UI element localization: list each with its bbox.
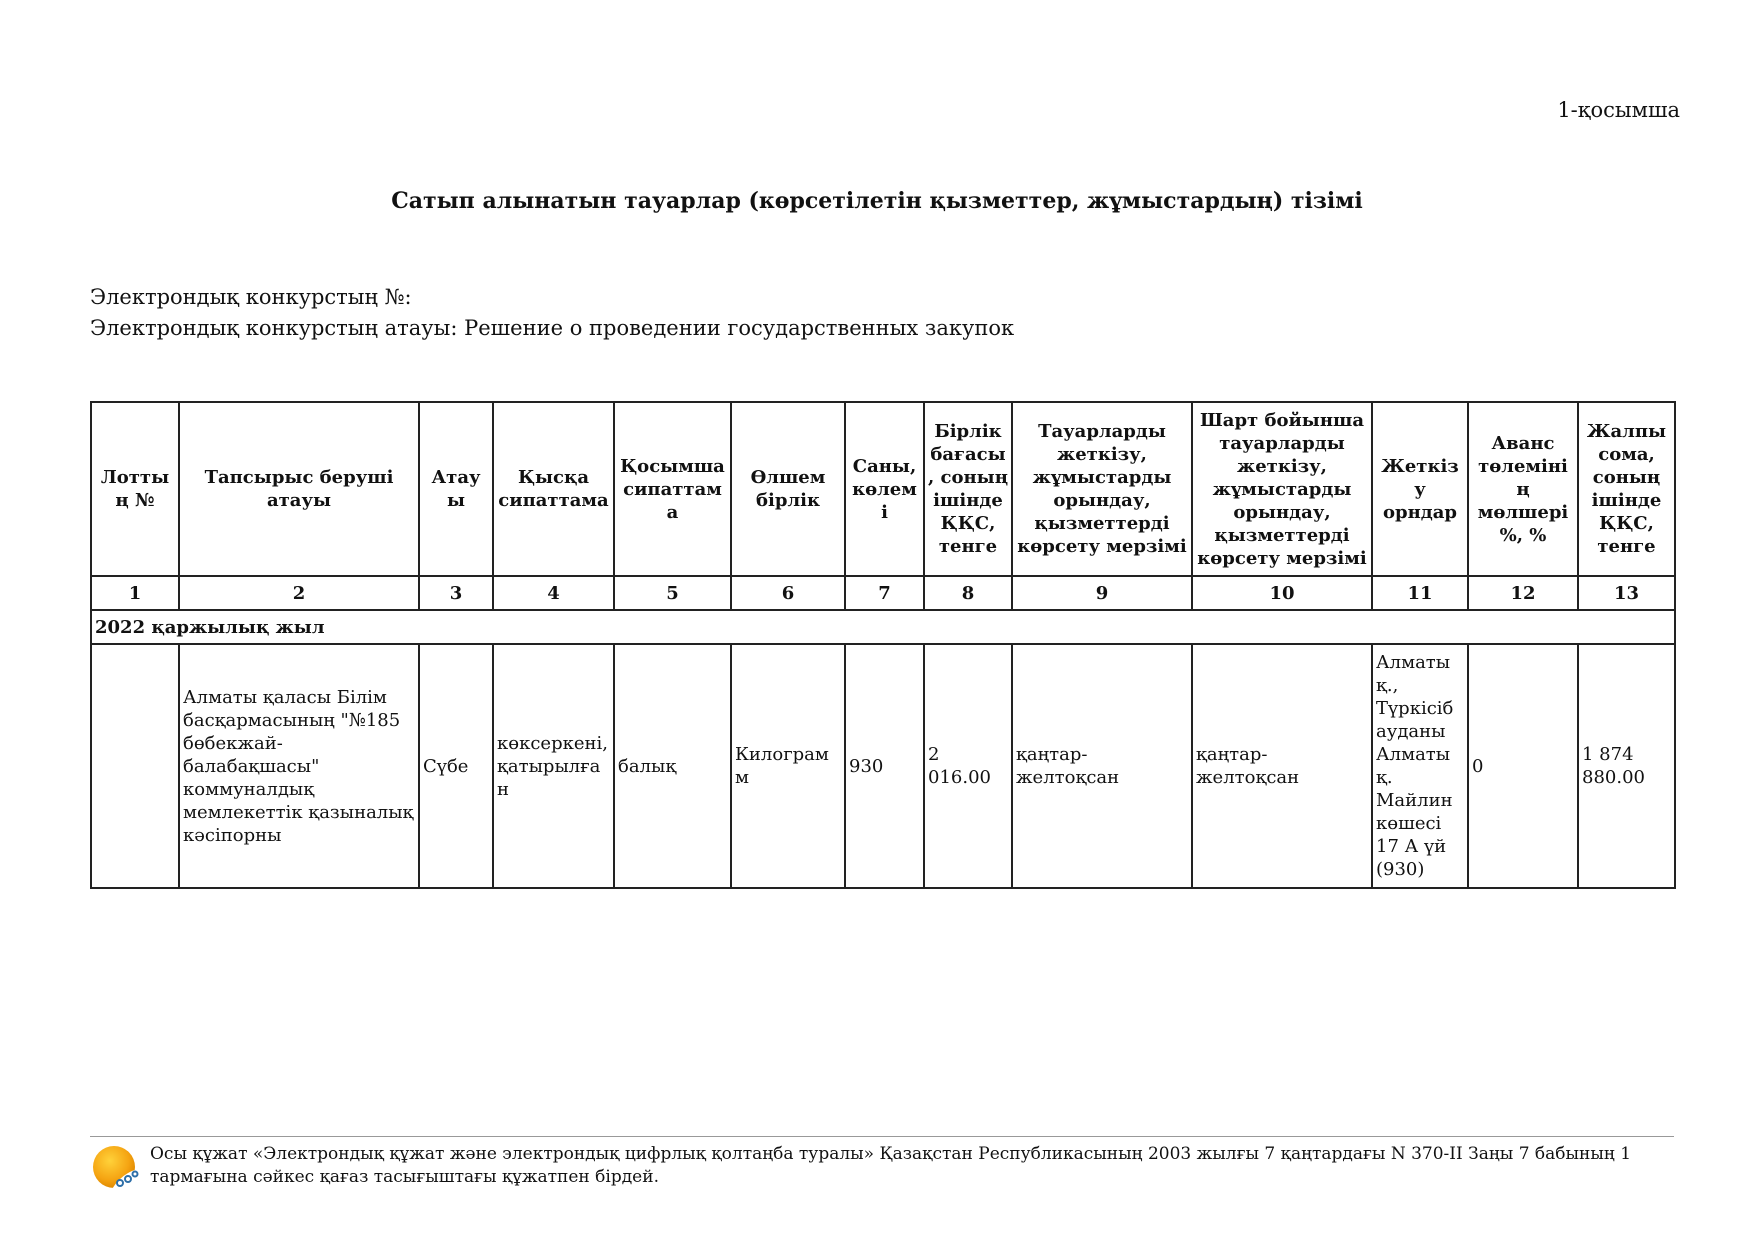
header-row xyxy=(91,402,1675,576)
header-unit-price: Бірлік бағасы, соның ішінде ҚҚС, тенге xyxy=(924,402,1012,576)
fiscal-year-label: 2022 қаржылық жыл xyxy=(91,610,1675,644)
column-number: 5 xyxy=(614,576,731,610)
cell-delivery-term: қаңтар-желтоқсан xyxy=(1012,644,1192,888)
header-qty: Саны, көлемі xyxy=(845,402,924,576)
column-number: 4 xyxy=(493,576,614,610)
footer xyxy=(90,1136,1674,1187)
goods-table xyxy=(90,401,1676,889)
column-number: 8 xyxy=(924,576,1012,610)
header-customer: Тапсырыс беруші атауы xyxy=(179,402,419,576)
contest-name: Электрондық конкурстың атауы: Решение о проведении государственных закупок xyxy=(90,316,1015,340)
table-row xyxy=(91,644,1675,888)
footer-disclaimer: Осы құжат «Электрондық құжат және электрондық цифрлық қолтаңба туралы» Қазақстан Республикасының 2003 жылғы 7 қаңтардағы N 370-II Заңы 7 бабының 1 тармағына сәйкес қағаз тасығыштағы құжатпен бірдей. xyxy=(150,1144,1632,1187)
cell-unit-price: 2 016.00 xyxy=(924,644,1012,888)
header-unit: Өлшем бірлік xyxy=(731,402,845,576)
header-lot-no: Лоттың № xyxy=(91,402,179,576)
cell-unit: Килограмм xyxy=(731,644,845,888)
appendix-label: 1-қосымша xyxy=(1557,98,1680,122)
cell-customer: Алматы қаласы Білім басқармасының "№185 бөбекжай-балабақшасы" коммуналдық мемлекеттік қазыналық кәсіпорны xyxy=(179,644,419,888)
column-number: 3 xyxy=(419,576,493,610)
egov-sun-logo-icon xyxy=(92,1143,140,1191)
column-number: 10 xyxy=(1192,576,1372,610)
column-number: 6 xyxy=(731,576,845,610)
cell-place: Алматы қ., Түркісіб ауданы Алматы қ. Майлин көшесі 17 А үй (930) xyxy=(1372,644,1468,888)
header-delivery-term: Тауарларды жеткізу, жұмыстарды орындау, қызметтерді көрсету мерзімі xyxy=(1012,402,1192,576)
cell-short-desc: көксеркені, қатырылған xyxy=(493,644,614,888)
contest-number: Электрондық конкурстың №: xyxy=(90,285,412,309)
cell-total: 1 874 880.00 xyxy=(1578,644,1675,888)
header-contract-term: Шарт бойынша тауарларды жеткізу, жұмыстарды орындау, қызметтерді көрсету мерзімі xyxy=(1192,402,1372,576)
column-number: 13 xyxy=(1578,576,1675,610)
cell-name: Сүбе xyxy=(419,644,493,888)
cell-lot-no xyxy=(91,644,179,888)
cell-advance: 0 xyxy=(1468,644,1578,888)
column-number: 1 xyxy=(91,576,179,610)
column-number: 2 xyxy=(179,576,419,610)
column-number: 11 xyxy=(1372,576,1468,610)
document-title: Сатып алынатын тауарлар (көрсетілетін қызметтер, жұмыстардың) тізімі xyxy=(391,188,1363,214)
column-number-row xyxy=(91,576,1675,610)
header-advance: Аванс төлемінің мөлшері %, % xyxy=(1468,402,1578,576)
column-number: 9 xyxy=(1012,576,1192,610)
header-extra-desc: Қосымша сипаттама xyxy=(614,402,731,576)
cell-qty: 930 xyxy=(845,644,924,888)
contest-info xyxy=(90,282,1014,344)
cell-extra-desc: балық xyxy=(614,644,731,888)
cell-contract-term: қаңтар-желтоқсан xyxy=(1192,644,1372,888)
header-name: Атауы xyxy=(419,402,493,576)
year-row xyxy=(91,610,1675,644)
column-number: 12 xyxy=(1468,576,1578,610)
header-place: Жеткізу орндар xyxy=(1372,402,1468,576)
column-number: 7 xyxy=(845,576,924,610)
header-total: Жалпы сома, соның ішінде ҚҚС, тенге xyxy=(1578,402,1675,576)
header-short-desc: Қысқа сипаттама xyxy=(493,402,614,576)
